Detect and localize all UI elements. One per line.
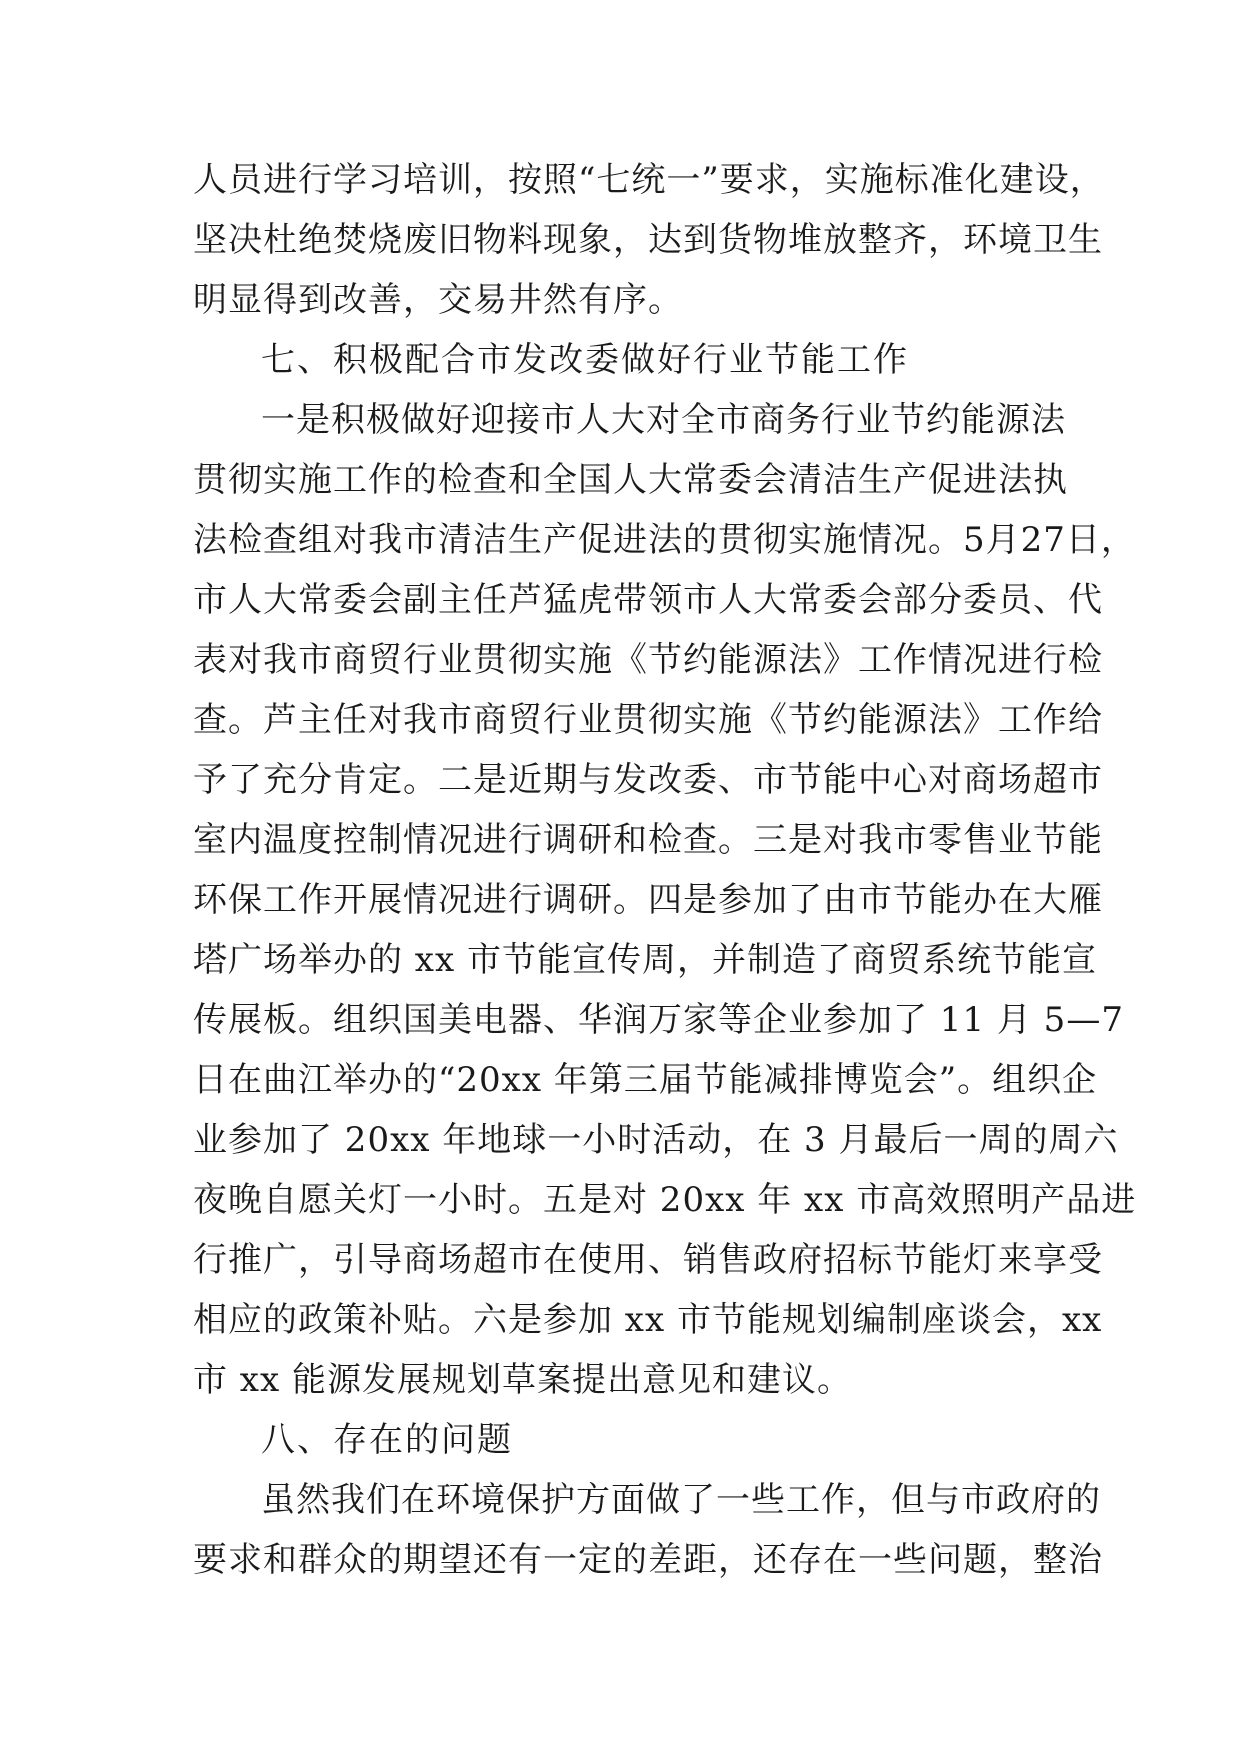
paragraph-line: 坚决杜绝焚烧废旧物料现象，达到货物堆放整齐，环境卫生 xyxy=(193,220,1103,260)
section-heading: 八、存在的问题 xyxy=(261,1420,513,1460)
paragraph-line: 环保工作开展情况进行调研。四是参加了由市节能办在大雁 xyxy=(193,880,1103,920)
paragraph-line: 人员进行学习培训，按照“七统一”要求，实施标准化建设， xyxy=(193,160,1105,200)
paragraph-line: 表对我市商贸行业贯彻实施《节约能源法》工作情况进行检 xyxy=(193,640,1103,680)
paragraph-line: 一是积极做好迎接市人大对全市商务行业节约能源法 xyxy=(261,400,1066,440)
document-body xyxy=(193,150,1137,1590)
paragraph-line: 传展板。组织国美电器、华润万家等企业参加了 11 月 5—7 xyxy=(193,1000,1124,1040)
paragraph-line: 查。芦主任对我市商贸行业贯彻实施《节约能源法》工作给 xyxy=(193,700,1103,740)
paragraph-line: 法检查组对我市清洁生产促进法的贯彻实施情况。5月27日， xyxy=(193,520,1136,560)
paragraph-line: 要求和群众的期望还有一定的差距，还存在一些问题，整治 xyxy=(193,1540,1103,1580)
section-heading: 七、积极配合市发改委做好行业节能工作 xyxy=(261,340,909,380)
paragraph-line: 市人大常委会副主任芦猛虎带领市人大常委会部分委员、代 xyxy=(193,580,1103,620)
paragraph-line: 行推广，引导商场超市在使用、销售政府招标节能灯来享受 xyxy=(193,1240,1103,1280)
paragraph-line: 塔广场举办的 xx 市节能宣传周，并制造了商贸系统节能宣 xyxy=(193,940,1097,980)
paragraph-line: 业参加了 20xx 年地球一小时活动，在 3 月最后一周的周六 xyxy=(193,1120,1119,1160)
paragraph-line: 明显得到改善，交易井然有序。 xyxy=(193,280,683,320)
paragraph-line: 夜晚自愿关灯一小时。五是对 20xx 年 xx 市高效照明产品进 xyxy=(193,1180,1137,1220)
paragraph-line: 市 xx 能源发展规划草案提出意见和建议。 xyxy=(193,1360,852,1400)
paragraph-line: 室内温度控制情况进行调研和检查。三是对我市零售业节能 xyxy=(193,820,1103,860)
paragraph-line: 虽然我们在环境保护方面做了一些工作，但与市政府的 xyxy=(261,1480,1101,1520)
paragraph-line: 日在曲江举办的“20xx 年第三届节能减排博览会”。组织企 xyxy=(193,1060,1098,1100)
paragraph-line: 贯彻实施工作的检查和全国人大常委会清洁生产促进法执 xyxy=(193,460,1068,500)
paragraph-line: 予了充分肯定。二是近期与发改委、市节能中心对商场超市 xyxy=(193,760,1103,800)
paragraph-line: 相应的政策补贴。六是参加 xx 市节能规划编制座谈会，xx xyxy=(193,1300,1103,1340)
